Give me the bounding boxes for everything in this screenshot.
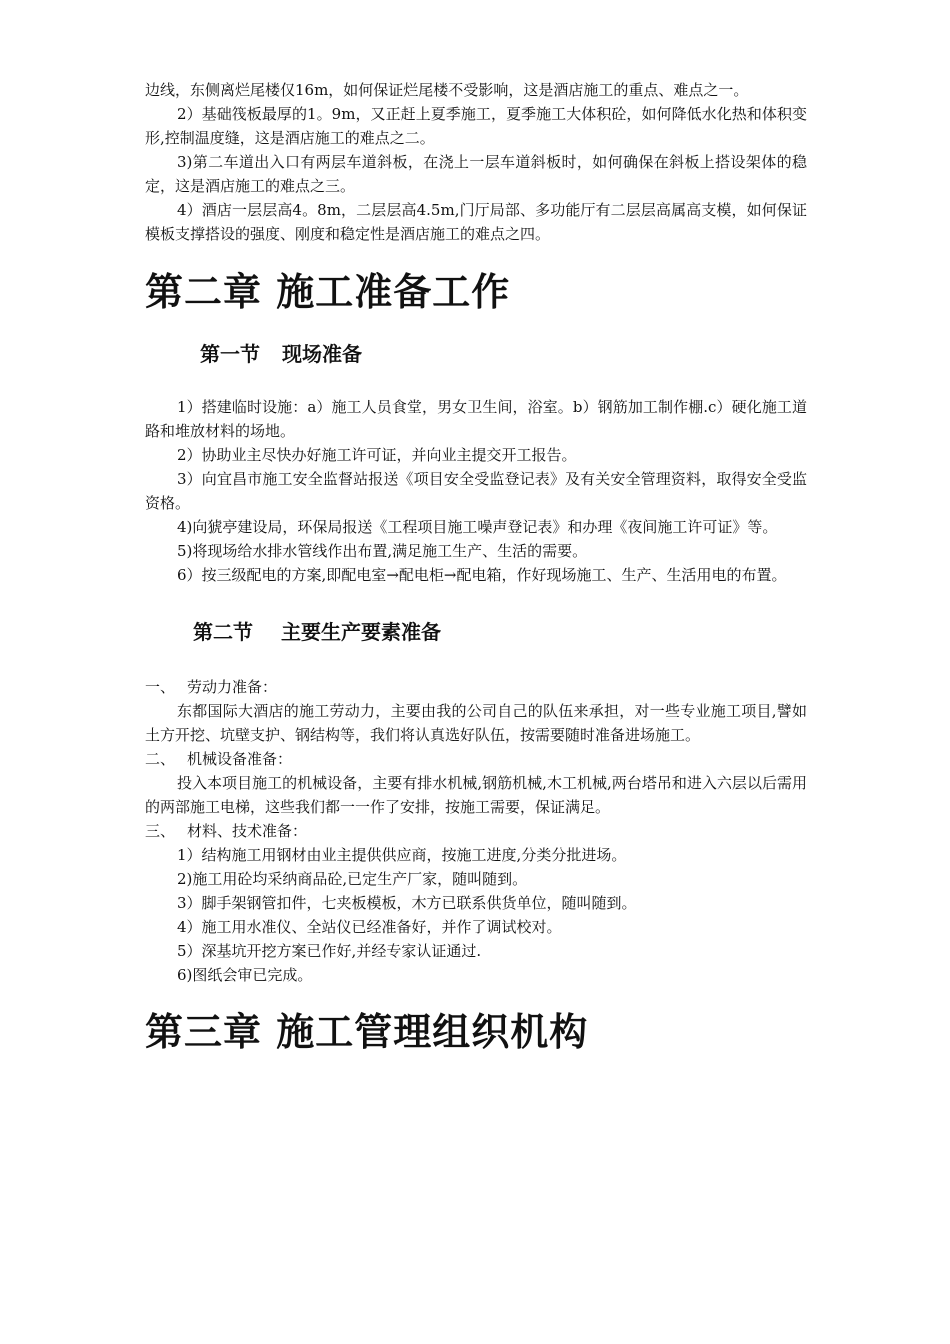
section-1-number: 第一节 [200, 342, 260, 366]
document-page [145, 78, 807, 1057]
materials-heading [145, 819, 807, 843]
materials-item-2: 2)施工用砼均采纳商品砼,已定生产厂家，随叫随到。 [177, 870, 528, 888]
materials-number: 三、 [145, 822, 176, 840]
machinery-heading [145, 747, 807, 771]
materials-item-6: 6)图纸会审已完成。 [177, 966, 313, 984]
materials-item-5: 5）深基坑开挖方案已作好,并经专家认证通过. [177, 942, 482, 960]
labor-heading-text: 劳动力准备： [187, 678, 278, 696]
site-prep-item-6: 6）按三级配电的方案,即配电室→配电柜→配电箱，作好现场施工、生产、生活用电的布置。 [177, 566, 787, 584]
materials-item-3: 3）脚手架钢管扣件，七夹板模板，木方已联系供货单位，随叫随到。 [177, 894, 637, 912]
section-2-heading [193, 617, 807, 647]
site-prep-item-1: 1）搭建临时设施：a）施工人员食堂，男女卫生间，浴室。b）钢筋加工制作棚.c）硬化施工道路和堆放材料的场地。 [145, 398, 807, 440]
site-prep-item-4: 4)向猇亭建设局，环保局报送《工程项目施工噪声登记表》和办理《夜间施工许可证》等。 [177, 518, 778, 536]
labor-paragraph: 东都国际大酒店的施工劳动力，主要由我的公司自己的队伍来承担，对一些专业施工项目,譬如土方开挖、坑壁支护、钢结构等，我们将认真选好队伍，按需要随时准备进场施工。 [145, 702, 807, 744]
materials-item-1: 1）结构施工用钢材由业主提供供应商，按施工进度,分类分批进场。 [177, 846, 627, 864]
site-prep-item-2: 2）协助业主尽快办好施工许可证，并向业主提交开工报告。 [177, 446, 577, 464]
labor-number: 一、 [145, 678, 176, 696]
site-prep-item-5: 5)将现场给水排水管线作出布置,满足施工生产、生活的需要。 [177, 542, 588, 560]
section-2-number: 第二节 [193, 620, 253, 644]
intro-paragraph-4: 4）酒店一层层高4。8m，二层层高4.5m,门厅局部、多功能厅有二层层高属高支模，如何保证模板支撑搭设的强度、刚度和稳定性是酒店施工的难点之四。 [145, 201, 807, 243]
machinery-heading-text: 机械设备准备： [187, 750, 293, 768]
section-1-title: 现场准备 [282, 342, 362, 366]
materials-heading-text: 材料、技术准备： [187, 822, 308, 840]
section-2-title: 主要生产要素准备 [281, 620, 441, 644]
machinery-paragraph: 投入本项目施工的机械设备，主要有排水机械,钢筋机械,木工机械,两台塔吊和进入六层以后需用的两部施工电梯，这些我们都一一作了安排，按施工需要，保证满足。 [145, 774, 807, 816]
production-prep [145, 675, 807, 987]
machinery-number: 二、 [145, 750, 176, 768]
intro-paragraph-2: 2）基础筏板最厚的1。9m，又正赶上夏季施工，夏季施工大体积砼，如何降低水化热和体积变形,控制温度缝，这是酒店施工的难点之二。 [145, 105, 807, 147]
intro-paragraph-1: 边线，东侧离烂尾楼仅16m，如何保证烂尾楼不受影响，这是酒店施工的重点、难点之一。 [145, 81, 749, 99]
chapter-3-title: 第三章 施工管理组织机构 [145, 1010, 589, 1054]
materials-item-4: 4）施工用水准仪、全站仪已经准备好，并作了调试校对。 [177, 918, 562, 936]
section-1-heading [200, 339, 807, 369]
intro-paragraph-3: 3)第二车道出入口有两层车道斜板，在浇上一层车道斜板时，如何确保在斜板上搭设架体的稳定，这是酒店施工的难点之三。 [145, 153, 807, 195]
site-prep-item-3: 3）向宜昌市施工安全监督站报送《项目安全受监登记表》及有关安全管理资料，取得安全受监资格。 [145, 470, 807, 512]
chapter-2-title: 第二章 施工准备工作 [145, 270, 511, 314]
site-prep-list [145, 395, 807, 587]
labor-heading [145, 675, 807, 699]
